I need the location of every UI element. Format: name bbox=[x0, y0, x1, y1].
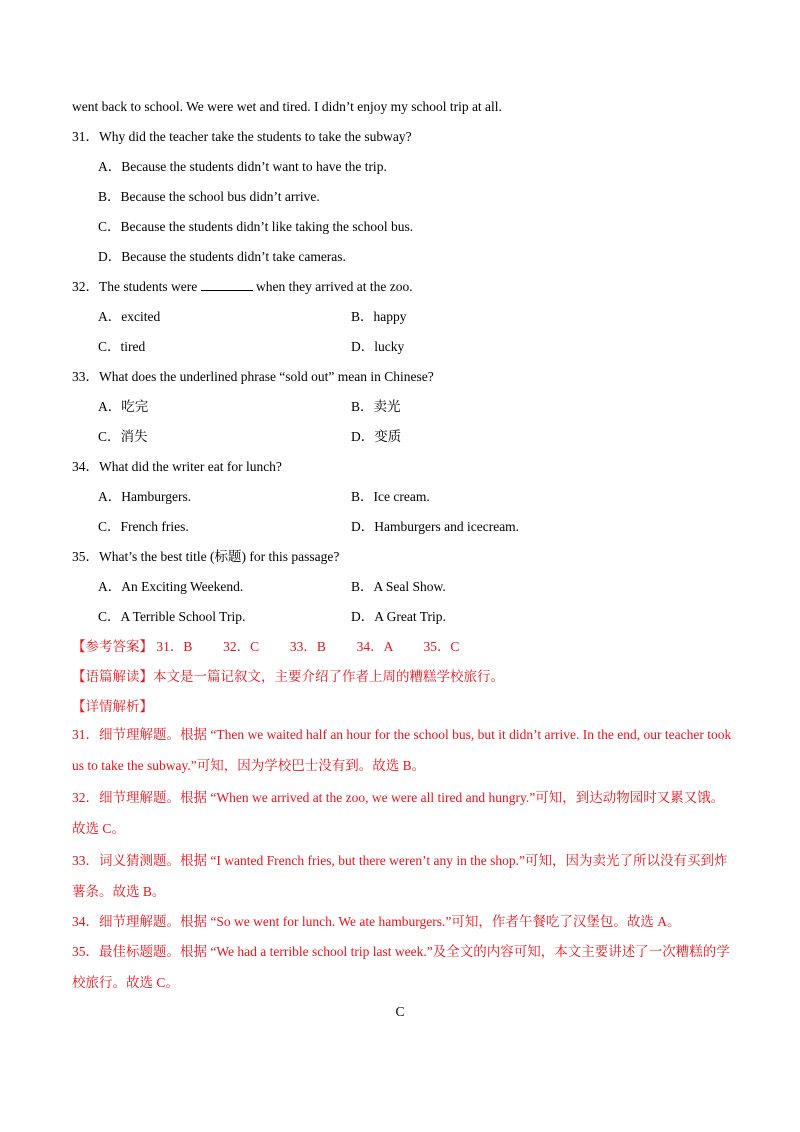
question-31-option-d: D．Because the students didn’t take cameras. bbox=[98, 249, 346, 264]
question-35-stem: 35．What’s the best title (标题) for this passage? bbox=[72, 549, 340, 564]
question-32-stem bbox=[72, 278, 413, 296]
question-31-option-a: A．Because the students didn’t want to have the trip. bbox=[98, 159, 387, 174]
analysis-label: 【详情解析】 bbox=[72, 699, 153, 714]
question-32-option-c: C．tired bbox=[98, 339, 146, 354]
answer-item: 32．C bbox=[223, 639, 260, 654]
question-32-option-b: B．happy bbox=[351, 309, 407, 324]
question-33-option-a: A．吃完 bbox=[98, 399, 149, 414]
question-35-option-d: D．A Great Trip. bbox=[351, 609, 446, 624]
question-34-option-b: B．Ice cream. bbox=[351, 489, 430, 504]
answer-item: 33．B bbox=[289, 639, 326, 654]
section-letter: C bbox=[395, 1004, 405, 1019]
reading-summary bbox=[72, 668, 504, 686]
explanation-33: 33．词义猜测题。根据 “I wanted French fries, but there weren’t any in the shop.”可知，因为卖光了所以没有买到炸薯条。故选 B。 bbox=[72, 853, 728, 899]
question-33-option-d: D．变质 bbox=[351, 429, 402, 444]
explanation-32: 32．细节理解题。根据 “When we arrived at the zoo, we were all tired and hungry.”可知，到达动物园时又累又饿。故选 C。 bbox=[72, 790, 725, 836]
explanation-34: 34．细节理解题。根据 “So we went for lunch. We ate hamburgers.”可知，作者午餐吃了汉堡包。故选 A。 bbox=[72, 914, 681, 929]
answer-item: 35．C bbox=[423, 639, 460, 654]
answer-blank bbox=[201, 278, 253, 291]
passage-last-line: went back to school. We were wet and tired. I didn’t enjoy my school trip at all. bbox=[72, 99, 502, 114]
question-35-option-c: C．A Terrible School Trip. bbox=[98, 609, 246, 624]
question-32-stem-after: when they arrived at the zoo. bbox=[255, 279, 413, 294]
question-32-stem-before: 32．The students were bbox=[72, 279, 198, 294]
reading-summary-label: 【语篇解读】 bbox=[72, 669, 153, 684]
explanation-35: 35．最佳标题题。根据 “We had a terrible school trip last week.”及全文的内容可知，本文主要讲述了一次糟糕的学校旅行。故选 C。 bbox=[72, 944, 730, 990]
question-32-option-d: D．lucky bbox=[351, 339, 405, 354]
reading-summary-text: 本文是一篇记叙文，主要介绍了作者上周的糟糕学校旅行。 bbox=[153, 669, 504, 684]
answer-key-label: 【参考答案】 bbox=[72, 639, 153, 654]
question-33-option-b: B．卖光 bbox=[351, 399, 401, 414]
question-31-option-c: C．Because the students didn’t like taking the school bus. bbox=[98, 219, 414, 234]
answer-item: 31．B bbox=[156, 639, 193, 654]
question-34-option-d: D．Hamburgers and icecream. bbox=[351, 519, 520, 534]
question-34-stem: 34．What did the writer eat for lunch? bbox=[72, 459, 282, 474]
question-31-option-b: B．Because the school bus didn’t arrive. bbox=[98, 189, 320, 204]
question-32-option-a: A．excited bbox=[98, 309, 161, 324]
answer-key bbox=[72, 638, 459, 656]
question-31-stem: 31．Why did the teacher take the students to take the subway? bbox=[72, 129, 412, 144]
question-35-option-a: A．An Exciting Weekend. bbox=[98, 579, 244, 594]
question-33-stem: 33．What does the underlined phrase “sold out” mean in Chinese? bbox=[72, 369, 434, 384]
answer-item: 34．A bbox=[356, 639, 393, 654]
question-34-option-c: C．French fries. bbox=[98, 519, 189, 534]
question-34-option-a: A．Hamburgers. bbox=[98, 489, 192, 504]
question-35-option-b: B．A Seal Show. bbox=[351, 579, 446, 594]
question-33-option-c: C．消失 bbox=[98, 429, 148, 444]
explanation-31: 31．细节理解题。根据 “Then we waited half an hour for the school bus, but it didn’t arrive. In the end, our teacher took us to take the subway.”可知，因为学校巴士没有到。故选 B。 bbox=[72, 727, 732, 773]
